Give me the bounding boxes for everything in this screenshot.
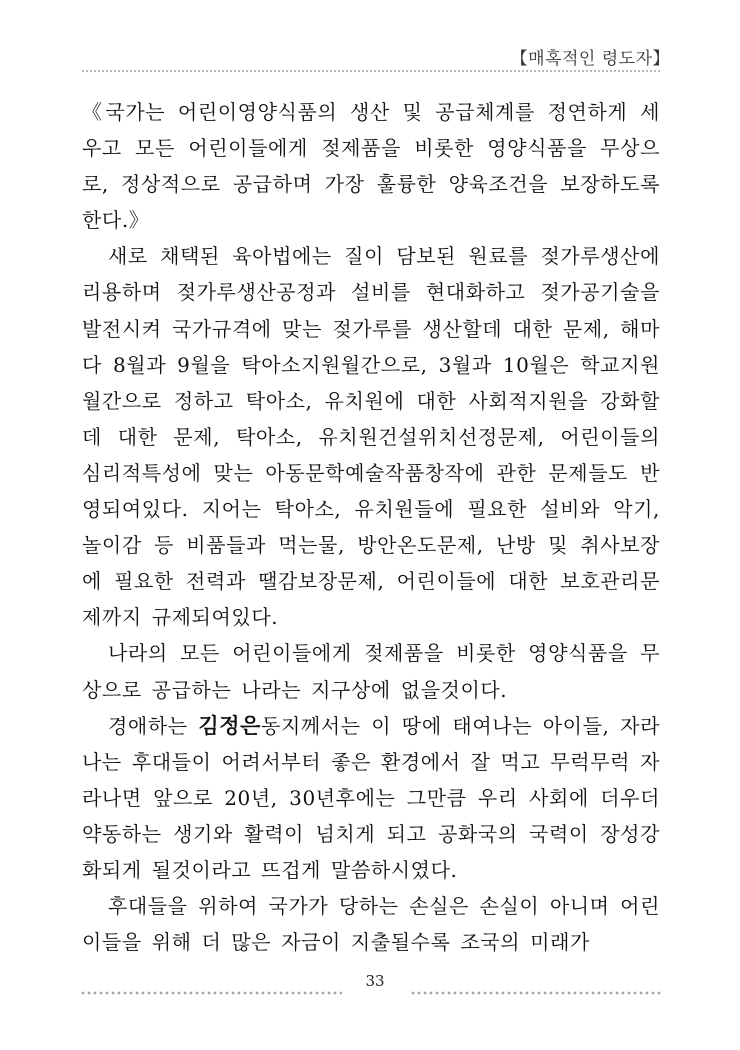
paragraph-leader-remark (82, 708, 660, 888)
leader-remark-after: 동지께서는 이 땅에 태여나는 아이들, 자라나는 후대들이 어려서부터 좋은 환경에서 잘 먹고 무럭무럭 자라나면 앞으로 20년, 30년후에는 그만큼 우리 사회에 더우더 약동하는 생기와 활력이 넘치게 되고 공화국의 국력이 장성강화되게 될것이라고 뜨겁게 말씀하시였다. (82, 713, 660, 882)
paragraph-no-other-country: 나라의 모든 어린이들에게 젖제품을 비롯한 영양식품을 무상으로 공급하는 나라는 지구상에 없을것이다. (82, 641, 660, 702)
running-header-title: 【매혹적인 령도자】 (510, 49, 670, 69)
header-dotted-rule (82, 70, 660, 72)
footer-ornament-left (80, 990, 342, 996)
leader-name: 김정은 (198, 713, 262, 738)
page-number: 33 (365, 972, 385, 990)
paragraph-childcare-law: 새로 채택된 육아법에는 질이 담보된 원료를 젖가루생산에 리용하며 젖가루생산공정과 설비를 현대화하고 젖가공기술을 발전시켜 국가규격에 맞는 젖가루를 생산할데 대한 문제, 해마다 8월과 9월을 탁아소지원월간으로, 3월과 10월은 학교지원월간으로 정하고 탁아소, 유치원에 대한 사회적지원을 강화할데 대한 문제, 탁아소, 유치원건설위치선정문제, 어린이들의 심리적특성에 맞는 아동문학예술작품창작에 관한 문제들도 반영되여있다. 지어는 탁아소, 유치원들에 필요한 설비와 악기, 놀이감 등 비품들과 먹는물, 방안온도문제, 난방 및 취사보장에 필요한 전력과 땔감보장문제, 어린이들에 대한 보호관리문제까지 규제되여있다. (82, 244, 660, 630)
leader-remark-before: 경애하는 (108, 713, 199, 738)
paragraph-quote: 《국가는 어린이영양식품의 생산 및 공급체계를 정연하게 세우고 모든 어린이들에게 젖제품을 비롯한 영양식품을 무상으로, 정상적으로 공급하며 가장 훌륭한 양육조건을 보장하도록 한다.》 (82, 100, 660, 233)
body-text (82, 94, 660, 960)
footer-ornament-right (410, 990, 662, 996)
paragraph-future: 후대들을 위하여 국가가 당하는 손실은 손실이 아니며 어린이들을 위해 더 많은 자금이 지출될수록 조국의 미래가 (82, 894, 660, 955)
